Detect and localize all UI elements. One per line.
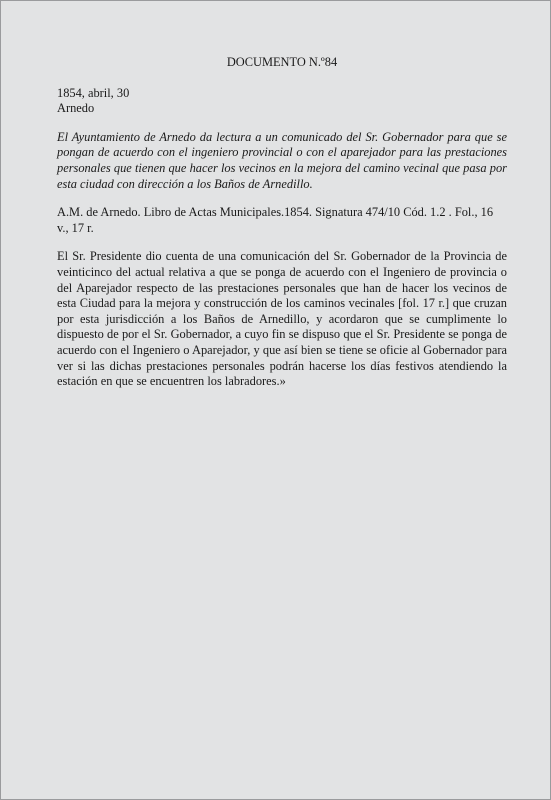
- document-date: 1854, abril, 30: [57, 85, 130, 100]
- document-source: A.M. de Arnedo. Libro de Actas Municipales.1854. Signatura 474/10 Cód. 1.2 . Fol., 16 v., 17 r.: [57, 205, 494, 235]
- date-place-block: [57, 86, 507, 117]
- document-title: DOCUMENTO N.º84: [226, 55, 338, 69]
- document-place: Arnedo: [57, 101, 95, 116]
- document-summary: El Ayuntamiento de Arnedo da lectura a un comunicado del Sr. Gobernador para que se pongan de acuerdo con el ingeniero provincial o con el aparejador para las prestaciones personales que tienen que hacer los vecinos en la mejora del camino vecinal que pasa por esta ciudad con dirección a los Baños de Arnedillo.: [57, 129, 507, 191]
- document-body: El Sr. Presidente dio cuenta de una comunicación del Sr. Gobernador de la Provincia de veinticinco del actual relativa a que se ponga de acuerdo con el Ingeniero de provincia o del Aparejador respecto de las prestaciones personales que han de hacer los vecinos de esta Ciudad para la mejora y construcción de los caminos vecinales [fol. 17 r.] que cruzan por esta jurisdicción a los Baños de Arnedillo, y acordaron que se cumplimente lo dispuesto de por el Sr. Gobernador, a cuyo fin se dispuso que el Sr. Presidente se ponga de acuerdo con el Ingeniero o Aparejador, y que así bien se tiene se oficie al Gobernador para ver si las dichas prestaciones personales podrán hacerse los días festivos atendiendo la estación en que se encuentren los labradores.»: [57, 249, 507, 389]
- document-content: [57, 55, 507, 390]
